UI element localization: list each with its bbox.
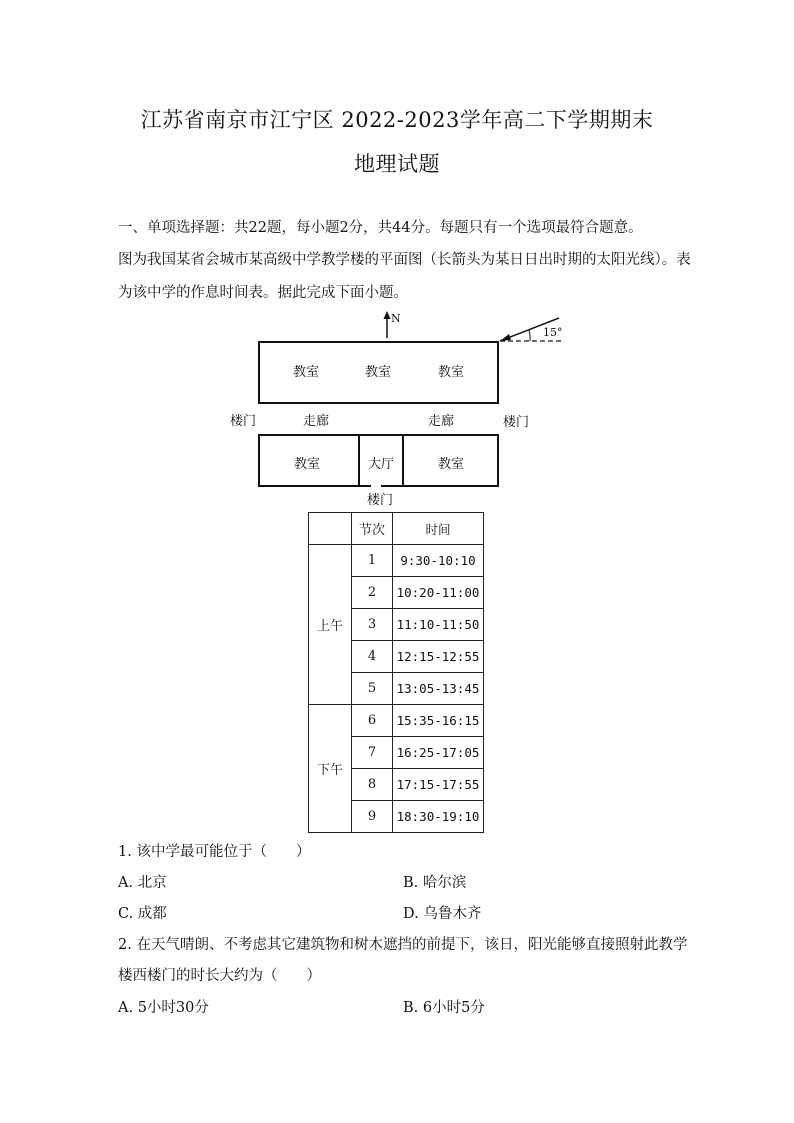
question-2-option-b[interactable]: B. 6小时5分 xyxy=(403,1000,485,1016)
morning-label: 上午 xyxy=(309,545,352,705)
table-header-row xyxy=(309,513,484,545)
afternoon-label: 下午 xyxy=(309,705,352,833)
door-east-label: 楼门 xyxy=(503,415,530,430)
hall-label: 大厅 xyxy=(368,457,395,472)
period-time: 18:30-19:10 xyxy=(393,801,484,833)
period-number: 4 xyxy=(352,641,393,673)
period-time: 16:25-17:05 xyxy=(393,737,484,769)
angle-label: 15° xyxy=(543,326,563,339)
period-number: 2 xyxy=(352,577,393,609)
question-2-stem-line-2: 楼西楼门的时长大约为（ ） xyxy=(118,968,321,984)
question-1-option-b[interactable]: B. 哈尔滨 xyxy=(403,875,467,891)
question-1-stem: 1. 该中学最可能位于（ ） xyxy=(118,844,311,860)
period-number: 1 xyxy=(352,545,393,577)
question-2-option-a[interactable]: A. 5小时30分 xyxy=(118,1000,209,1016)
south-door-gap xyxy=(371,483,381,488)
period-number: 8 xyxy=(352,769,393,801)
table-row xyxy=(309,545,484,577)
intro-line-1: 图为我国某省会城市某高级中学教学楼的平面图（长箭头为某日日出时期的太阳光线）。表 xyxy=(118,252,691,268)
period-number: 9 xyxy=(352,801,393,833)
table-row xyxy=(309,705,484,737)
period-time: 15:35-16:15 xyxy=(393,705,484,737)
period-time: 10:20-11:00 xyxy=(393,577,484,609)
page-title: 江苏省南京市江宁区 2022-2023学年高二下学期期末 xyxy=(140,108,654,132)
question-1-option-d[interactable]: D. 乌鲁木齐 xyxy=(403,906,482,922)
page-subtitle: 地理试题 xyxy=(354,152,440,176)
corridor-left-label: 走廊 xyxy=(303,414,330,429)
period-time: 11:10-11:50 xyxy=(393,609,484,641)
question-2-stem-line-1: 2. 在天气晴朗、不考虑其它建筑物和树木遮挡的前提下，该日，阳光能够直接照射此教学 xyxy=(118,937,688,953)
room-top-3: 教室 xyxy=(438,365,465,380)
room-top-2: 教室 xyxy=(365,365,392,380)
period-number: 3 xyxy=(352,609,393,641)
door-west-label: 楼门 xyxy=(230,414,257,429)
header-period: 节次 xyxy=(352,513,393,545)
north-label: N xyxy=(391,312,401,325)
period-time: 12:15-12:55 xyxy=(393,641,484,673)
corridor-right-label: 走廊 xyxy=(428,414,455,429)
period-number: 6 xyxy=(352,705,393,737)
room-top-1: 教室 xyxy=(293,365,320,380)
period-number: 5 xyxy=(352,673,393,705)
room-bottom-1: 教室 xyxy=(294,457,321,472)
section-heading: 一、单项选择题：共22题，每小题2分，共44分。每题只有一个选项最符合题意。 xyxy=(118,220,643,236)
header-time: 时间 xyxy=(393,513,484,545)
question-1-option-c[interactable]: C. 成都 xyxy=(118,906,167,922)
room-bottom-3: 教室 xyxy=(438,457,465,472)
intro-line-2: 为该中学的作息时间表。据此完成下面小题。 xyxy=(118,285,408,301)
schedule-table xyxy=(308,512,484,833)
period-number: 7 xyxy=(352,737,393,769)
period-time: 13:05-13:45 xyxy=(393,673,484,705)
door-south-label: 楼门 xyxy=(367,493,394,508)
period-time: 17:15-17:55 xyxy=(393,769,484,801)
question-1-option-a[interactable]: A. 北京 xyxy=(118,875,167,891)
hall-wall-right xyxy=(402,434,404,487)
period-time: 9:30-10:10 xyxy=(393,545,484,577)
hall-wall-left xyxy=(358,434,360,487)
